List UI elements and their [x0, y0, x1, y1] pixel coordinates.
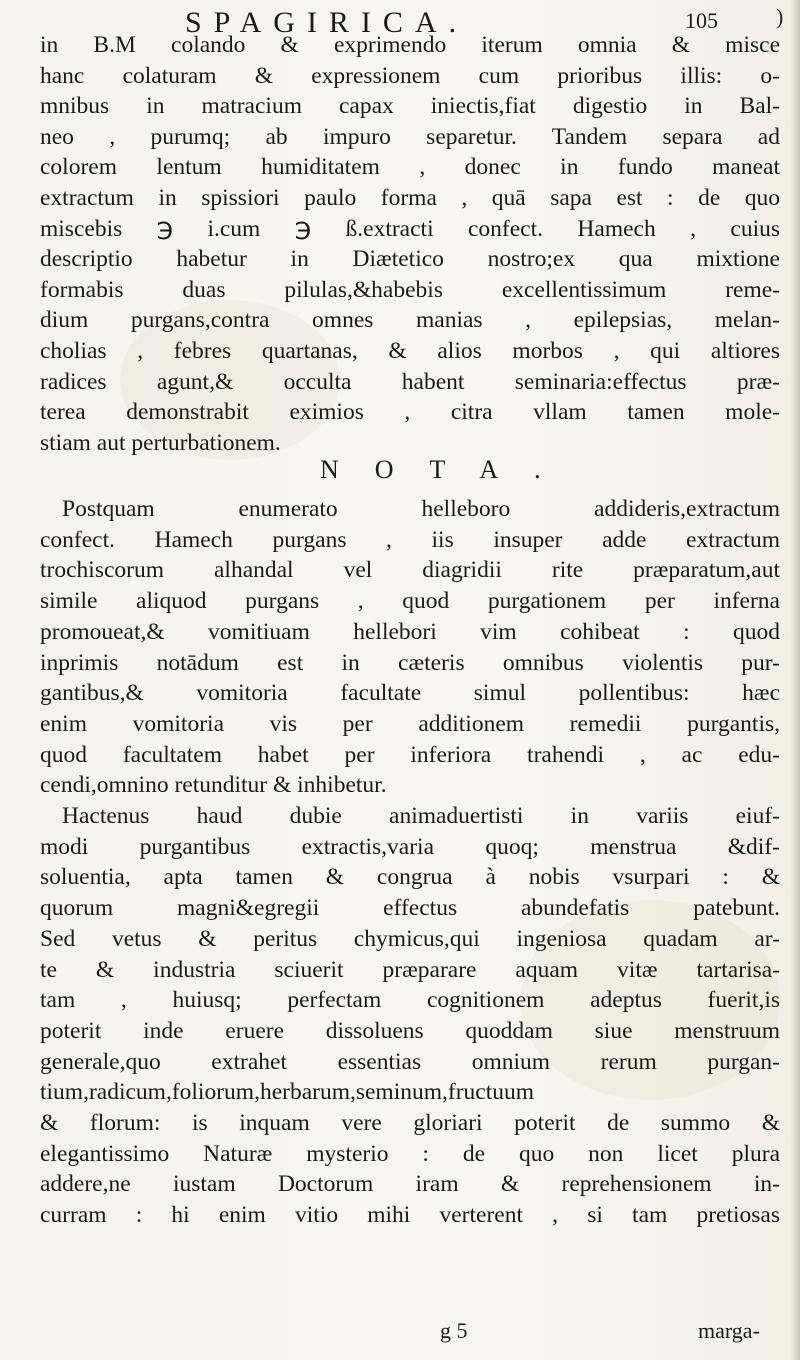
text-line: extractum in spissiori paulo forma , quā sapa est : de quo — [40, 185, 780, 211]
page-edge-shadow — [790, 0, 800, 1360]
text-line: Hactenus haud dubie animaduertisti in variis eiuf- — [62, 803, 780, 829]
text-line: stiam aut perturbationem. — [40, 429, 281, 456]
text-line: cholias , febres quartanas, & alios morbos , qui altiores — [40, 338, 780, 364]
text-line: modi purgantibus extractis,varia quoq; menstrua &dif- — [40, 833, 780, 860]
running-head: SPAGIRICA. — [185, 6, 469, 39]
nota-heading: NOTA. — [320, 455, 577, 484]
catchword: marga- — [698, 1318, 760, 1343]
text-line: mnibus in matracium capax iniectis,fiat digestio in Bal- — [40, 93, 780, 120]
text-line: addere,ne iustam Doctorum iram & reprehensionem in- — [40, 1171, 780, 1198]
text-line: colorem lentum humiditatem , donec in fundo maneat — [40, 154, 780, 181]
text-line: soluentia, apta tamen & congrua à nobis vsurpari : & — [40, 864, 780, 891]
text-line: poterit inde eruere dissoluens quoddam siue menstruum — [40, 1017, 780, 1044]
text-line: cendi,omnino retunditur & inhibetur. — [40, 772, 387, 799]
text-line: miscebis ℈ i.cum ℈ ß.extracti confect. Hamech , cuius — [40, 215, 780, 242]
text-line: gantibus,& vomitoria facultate simul pollentibus: hæc — [40, 680, 780, 707]
text-line: tam , huiusq; perfectam cognitionem adeptus fuerit,is — [40, 987, 780, 1014]
text-line: elegantissimo Naturæ mysterio : de quo non licet plura — [40, 1140, 780, 1167]
text-line: generale,quo extrahet essentias omnium rerum purgan- — [40, 1048, 780, 1075]
text-line: quod facultatem habet per inferiora trahendi , ac edu- — [40, 741, 780, 768]
text-line: simile aliquod purgans , quod purgationem per inferna — [40, 588, 780, 615]
text-line: enim vomitoria vis per additionem remedii purgantis, — [40, 710, 780, 737]
text-line: inprimis notādum est in cæteris omnibus violentis pur- — [40, 649, 780, 676]
text-line: Postquam enumerato helleboro addideris,extractum — [62, 496, 780, 522]
edge-mark: ) — [776, 4, 784, 29]
text-line: trochiscorum alhandal vel diagridii rite præparatum,aut — [40, 557, 780, 584]
text-line: hanc colaturam & expressionem cum prioribus illis: o- — [40, 62, 780, 89]
text-line: te & industria sciuerit præparare aquam vitæ tartarisa- — [40, 956, 780, 983]
text-line: curram : hi enim vitio mihi verterent , si tam pretiosas — [40, 1202, 780, 1229]
text-line: confect. Hamech purgans , iis insuper adde extractum — [40, 526, 780, 553]
text-line: promoueat,& vomitiuam hellebori vim cohibeat : quod — [40, 618, 780, 645]
text-line: dium purgans,contra omnes manias , epilepsias, melan- — [40, 307, 780, 334]
text-line: formabis duas pilulas,&habebis excellentissimum reme- — [40, 276, 780, 303]
text-line: radices agunt,& occulta habent seminaria:effectus præ- — [40, 368, 780, 395]
signature-mark: g 5 — [440, 1318, 468, 1343]
page-number: 105 — [685, 8, 718, 33]
text-line: Sed vetus & peritus chymicus,qui ingeniosa quadam ar- — [40, 925, 780, 952]
text-line: in B.M colando & exprimendo iterum omnia & misce — [40, 32, 780, 58]
text-line: quorum magni&egregii effectus abundefatis patebunt. — [40, 895, 780, 922]
text-line: neo , purumq; ab impuro separetur. Tandem separa ad — [40, 123, 780, 150]
text-line: tium,radicum,foliorum,herbarum,seminum,fructuum — [40, 1079, 535, 1106]
text-line: terea demonstrabit eximios , citra vllam tamen mole- — [40, 399, 780, 426]
text-line: descriptio habetur in Diætetico nostro;ex qua mixtione — [40, 246, 780, 273]
text-line: & florum: is inquam vere gloriari poterit de summo & — [40, 1110, 780, 1136]
